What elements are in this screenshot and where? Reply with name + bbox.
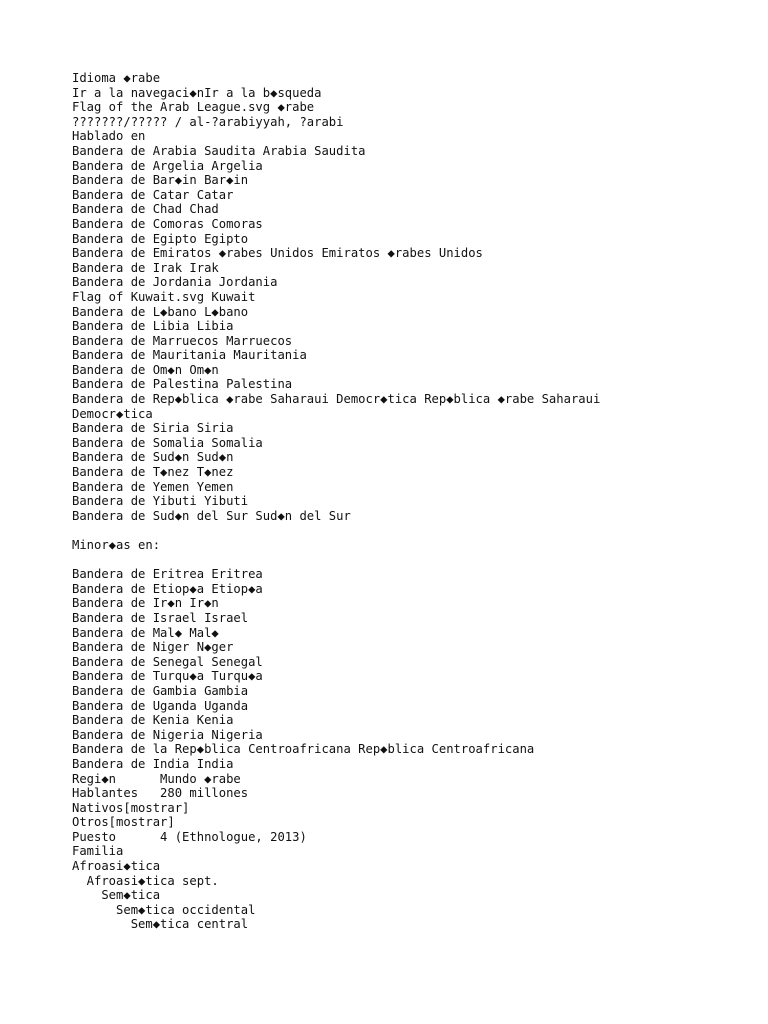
- family-tree: [72, 859, 752, 932]
- list-item: Bandera de Mauritania Mauritania: [72, 348, 307, 363]
- list-item: Bandera de Palestina Palestina: [72, 377, 293, 392]
- list-item: Bandera de Eritrea Eritrea: [72, 567, 263, 582]
- list-item: Bandera de Senegal Senegal: [72, 654, 263, 669]
- list-item: Bandera de Libia Libia: [72, 319, 234, 334]
- list-item: Bandera de Chad Chad: [72, 202, 219, 217]
- minorities-heading: Minor◆as en:: [72, 538, 161, 552]
- list-item: Bandera de Siria Siria: [72, 421, 234, 436]
- list-item: Flag of Kuwait.svg Kuwait: [72, 289, 256, 304]
- list-item: Bandera de Etiop◆a Etiop◆a: [72, 581, 263, 596]
- list-item: Bandera de Arabia Saudita Arabia Saudita: [72, 143, 366, 158]
- spoken-in-list: [72, 144, 752, 523]
- list-item: Bandera de Sud◆n del Sur Sud◆n del Sur: [72, 508, 351, 523]
- info-block: [72, 772, 752, 860]
- list-item: Bandera de Om◆n Om◆n: [72, 362, 219, 377]
- natives-toggle[interactable]: Nativos[mostrar]: [72, 800, 190, 815]
- list-item: Bandera de Argelia Argelia: [72, 158, 263, 173]
- list-item: Bandera de Uganda Uganda: [72, 698, 249, 713]
- spoken-in-heading: Hablado en: [72, 129, 146, 144]
- family-tree-item: Sem◆tica occidental: [72, 902, 256, 917]
- list-item: Bandera de Ir◆n Ir◆n: [72, 596, 219, 611]
- family-tree-item: Afroasi◆tica sept.: [72, 873, 219, 888]
- flag-caption: Flag of the Arab League.svg ◆rabe: [72, 100, 315, 115]
- native-name: ???????/????? / al-?arabiyyah, ?arabi: [72, 114, 344, 129]
- list-item: Bandera de Marruecos Marruecos: [72, 333, 293, 348]
- spacer: [72, 523, 752, 538]
- list-item: Bandera de T◆nez T◆nez: [72, 465, 234, 480]
- list-item: Bandera de Yibuti Yibuti: [72, 494, 249, 509]
- navigation-skip-links[interactable]: Ir a la navegaci◆nIr a la b◆squeda: [72, 85, 322, 100]
- list-item: Bandera de Catar Catar: [72, 187, 234, 202]
- list-item: Bandera de Mal◆ Mal◆: [72, 625, 219, 640]
- list-item: Bandera de Jordania Jordania: [72, 275, 278, 290]
- list-item: Democr◆tica: [72, 406, 153, 421]
- family-tree-item: Sem◆tica: [72, 888, 161, 903]
- document-page: [72, 71, 752, 932]
- list-item: Bandera de Israel Israel: [72, 610, 249, 625]
- list-item: Bandera de India India: [72, 756, 234, 771]
- minorities-list: [72, 567, 752, 771]
- list-item: Bandera de Bar◆in Bar◆in: [72, 173, 249, 188]
- region-row: Regi◆n Mundo ◆rabe: [72, 771, 241, 786]
- list-item: Bandera de Somalia Somalia: [72, 435, 263, 450]
- list-item: Bandera de Egipto Egipto: [72, 231, 249, 246]
- list-item: Bandera de Kenia Kenia: [72, 713, 234, 728]
- list-item: Bandera de Irak Irak: [72, 260, 219, 275]
- list-item: Bandera de Nigeria Nigeria: [72, 727, 263, 742]
- family-tree-item: Sem◆tica central: [72, 917, 249, 932]
- others-toggle[interactable]: Otros[mostrar]: [72, 815, 175, 830]
- list-item: Bandera de la Rep◆blica Centroafricana Rep◆blica Centroafricana: [72, 742, 535, 757]
- spacer: [72, 553, 752, 568]
- family-heading: Familia: [72, 844, 124, 859]
- document-title: Idioma ◆rabe: [72, 71, 161, 85]
- list-item: Bandera de Yemen Yemen: [72, 479, 234, 494]
- list-item: Bandera de L◆bano L◆bano: [72, 304, 249, 319]
- list-item: Bandera de Rep◆blica ◆rabe Saharaui Democr◆tica Rep◆blica ◆rabe Saharaui: [72, 392, 601, 407]
- family-tree-item: Afroasi◆tica: [72, 859, 161, 874]
- list-item: Bandera de Niger N◆ger: [72, 640, 234, 655]
- list-item: Bandera de Sud◆n Sud◆n: [72, 450, 234, 465]
- rank-row: Puesto 4 (Ethnologue, 2013): [72, 829, 307, 844]
- list-item: Bandera de Comoras Comoras: [72, 216, 263, 231]
- list-item: Bandera de Turqu◆a Turqu◆a: [72, 669, 263, 684]
- speakers-row: Hablantes 280 millones: [72, 786, 249, 801]
- list-item: Bandera de Emiratos ◆rabes Unidos Emiratos ◆rabes Unidos: [72, 246, 483, 261]
- header-block: [72, 71, 752, 144]
- list-item: Bandera de Gambia Gambia: [72, 683, 249, 698]
